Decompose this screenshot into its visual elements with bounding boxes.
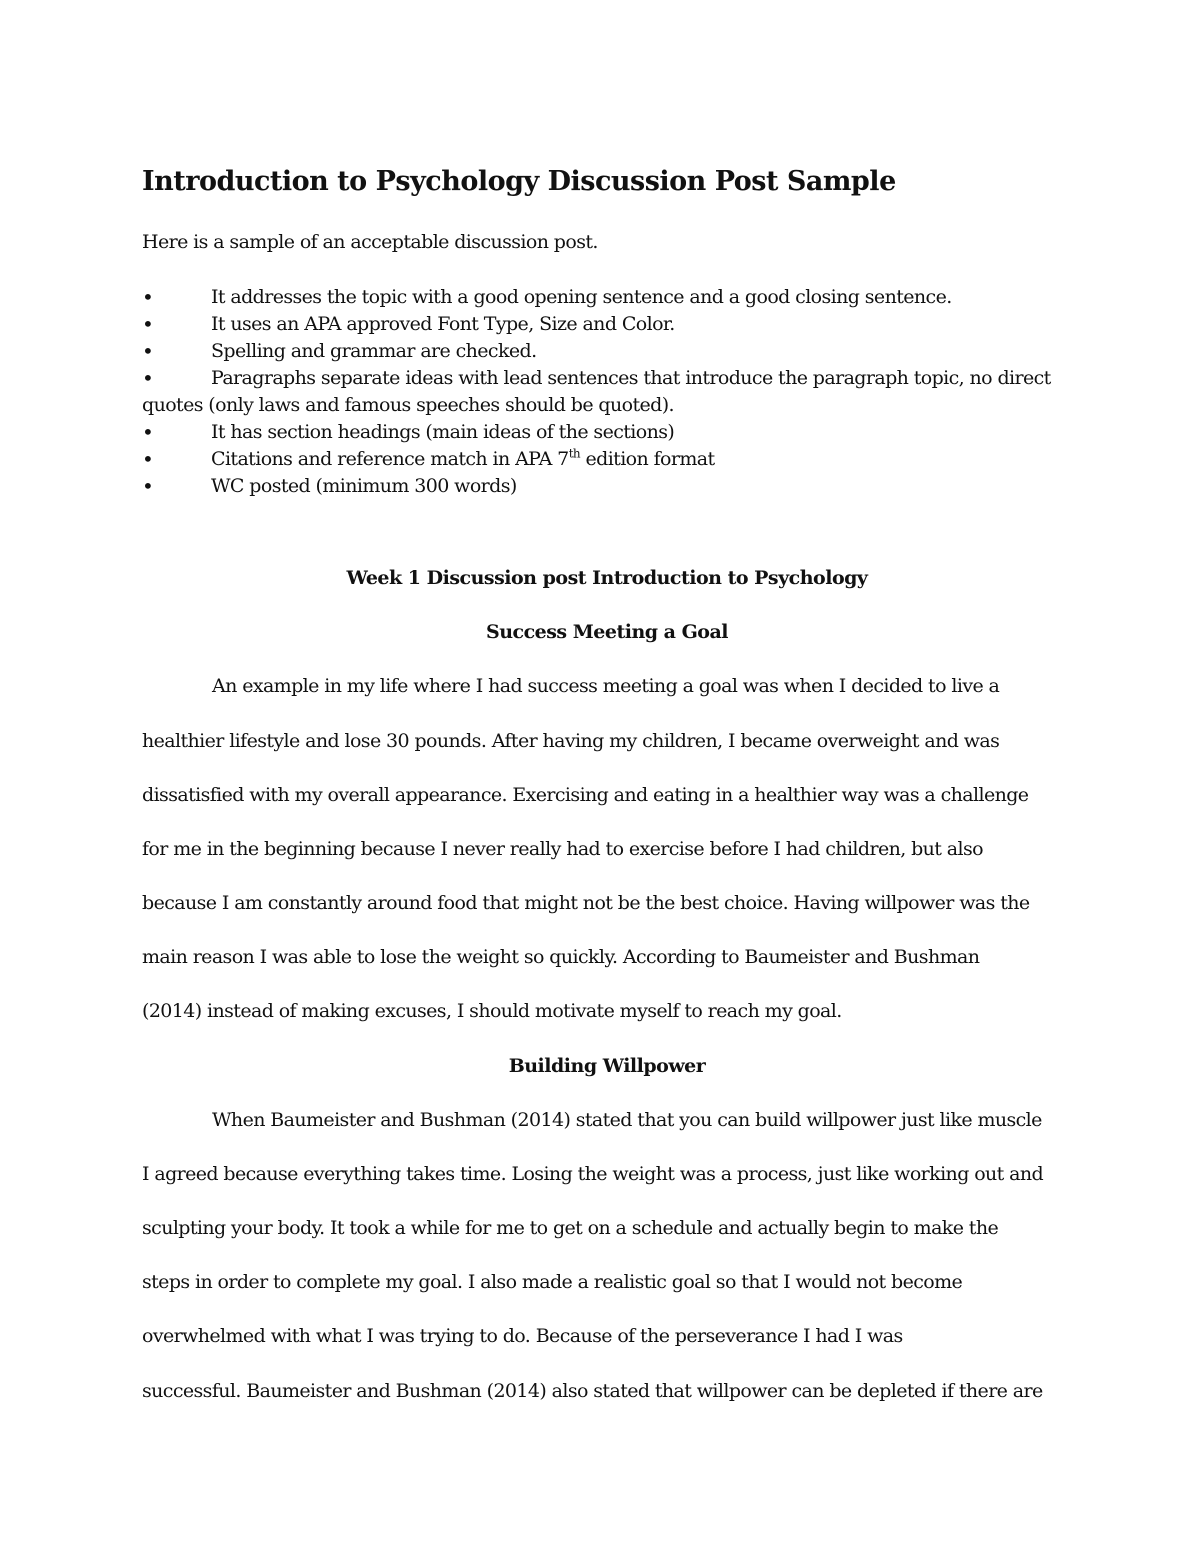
list-item-text: WC posted (minimum 300 words) xyxy=(211,475,517,497)
list-item-text: It has section headings (main ideas of the sections) xyxy=(211,421,675,443)
bullet-icon: • xyxy=(142,285,154,309)
paragraph-line: An example in my life where I had success meeting a goal was when I decided to live a xyxy=(212,675,1000,697)
list-item xyxy=(142,284,1072,311)
paragraph-line: steps in order to complete my goal. I also made a realistic goal so that I would not become xyxy=(142,1271,963,1293)
list-item xyxy=(142,365,1072,419)
paragraph-line: main reason I was able to lose the weight so quickly. According to Baumeister and Bushman xyxy=(142,946,980,968)
bullet-icon: • xyxy=(142,420,154,444)
bullet-icon: • xyxy=(142,339,154,363)
bullet-icon: • xyxy=(142,474,154,498)
list-item-text: It uses an APA approved Font Type, Size and Color. xyxy=(211,313,675,335)
bullet-icon: • xyxy=(142,366,154,390)
paragraph-line: When Baumeister and Bushman (2014) stated that you can build willpower just like muscle xyxy=(212,1109,1042,1131)
section-heading-willpower: Building Willpower xyxy=(508,1055,706,1077)
paragraph-line: successful. Baumeister and Bushman (2014) also stated that willpower can be depleted if there are xyxy=(142,1380,1043,1402)
paragraph-line: dissatisfied with my overall appearance. Exercising and eating in a healthier way was a challenge xyxy=(142,784,1029,806)
list-item xyxy=(142,446,1072,473)
paragraph-line: I agreed because everything takes time. Losing the weight was a process, just like working out and xyxy=(142,1163,1044,1185)
paragraph-line: overwhelmed with what I was trying to do. Because of the perseverance I had I was xyxy=(142,1325,903,1347)
bullet-icon: • xyxy=(142,312,154,336)
list-item xyxy=(142,473,1072,500)
list-item-text: Paragraphs separate ideas with lead sentences that introduce the paragraph topic, no direct quotes (only laws and famous speeches should be quoted). xyxy=(142,367,1051,416)
list-item-text: It addresses the topic with a good opening sentence and a good closing sentence. xyxy=(211,286,952,308)
paragraph-line: for me in the beginning because I never really had to exercise before I had children, but also xyxy=(142,838,983,860)
list-item xyxy=(142,311,1072,338)
list-item-text: Spelling and grammar are checked. xyxy=(211,340,537,362)
citation-text: Citations and reference match in APA 7th edition format xyxy=(211,446,715,470)
document-title: Introduction to Psychology Discussion Post Sample xyxy=(142,166,896,197)
list-item xyxy=(142,419,1072,446)
paragraph-line: healthier lifestyle and lose 30 pounds. After having my children, I became overweight and was xyxy=(142,730,1000,752)
intro-text: Here is a sample of an acceptable discussion post. xyxy=(142,231,598,253)
list-item xyxy=(142,338,1072,365)
bullet-icon: • xyxy=(142,447,154,471)
criteria-list xyxy=(142,284,1072,500)
paragraph-line: sculpting your body. It took a while for me to get on a schedule and actually begin to make the xyxy=(142,1217,999,1239)
section-heading-success: Success Meeting a Goal xyxy=(485,621,729,643)
essay-title: Week 1 Discussion post Introduction to Psychology xyxy=(346,567,868,589)
paragraph-line: because I am constantly around food that might not be the best choice. Having willpower was the xyxy=(142,892,1030,914)
paragraph-line: (2014) instead of making excuses, I should motivate myself to reach my goal. xyxy=(142,1000,842,1022)
